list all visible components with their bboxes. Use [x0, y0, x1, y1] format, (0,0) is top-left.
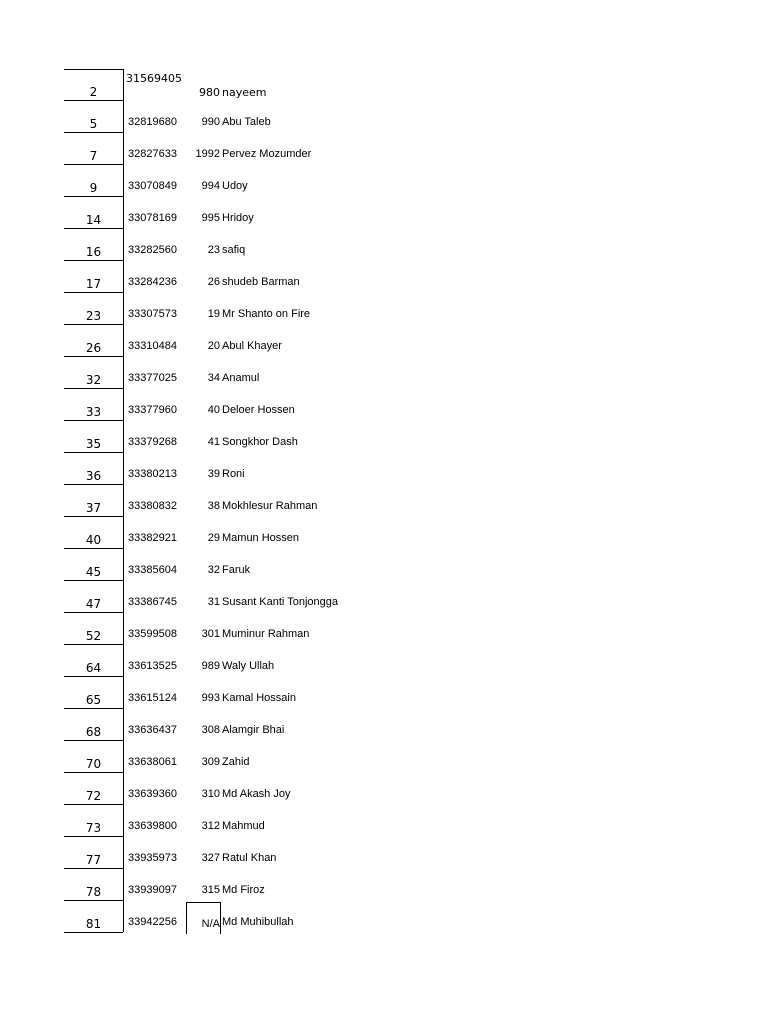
- number-cell: 19: [207, 308, 220, 320]
- id-code-cell: 33379268: [128, 436, 177, 448]
- number-cell: 31: [207, 596, 220, 608]
- id-code-cell: 33935973: [128, 852, 177, 864]
- number-cell: 38: [207, 500, 220, 512]
- table-row: [0, 838, 768, 870]
- row-index: 5: [64, 102, 123, 133]
- table-row: [0, 806, 768, 838]
- row-index: 77: [64, 838, 123, 869]
- id-code-cell: 33380213: [128, 468, 177, 480]
- row-index: 33: [64, 390, 123, 421]
- number-cell: 301: [201, 628, 220, 640]
- table-row: [0, 358, 768, 390]
- id-code-cell: 33385604: [128, 564, 177, 576]
- table-row: [0, 230, 768, 262]
- number-cell: 34: [207, 372, 220, 384]
- id-code-cell: 33307573: [128, 308, 177, 320]
- name-cell: Anamul: [222, 372, 260, 384]
- row-index: 47: [64, 582, 123, 613]
- number-cell: 29: [207, 532, 220, 544]
- number-cell: 1992: [195, 148, 220, 160]
- number-cell: 41: [207, 436, 220, 448]
- name-cell: Songkhor Dash: [222, 436, 298, 448]
- name-cell: Md Akash Joy: [222, 788, 291, 800]
- number-cell: 26: [207, 276, 220, 288]
- name-cell: Pervez Mozumder: [222, 148, 312, 160]
- row-index: 45: [64, 550, 123, 581]
- number-cell: N/A: [201, 918, 220, 930]
- table-row: [0, 198, 768, 230]
- row-index: 72: [64, 774, 123, 805]
- table-row: [0, 582, 768, 614]
- name-cell: nayeem: [222, 86, 267, 99]
- name-cell: Mr Shanto on Fire: [222, 308, 311, 320]
- name-cell: Muminur Rahman: [222, 628, 310, 640]
- id-code-cell: 33942256: [128, 916, 177, 928]
- row-index: 7: [64, 134, 123, 165]
- row-index: 78: [64, 870, 123, 901]
- row-index: 23: [64, 294, 123, 325]
- table-row: [0, 134, 768, 166]
- id-code-cell: 33639360: [128, 788, 177, 800]
- row-index: 40: [64, 518, 123, 549]
- table-row: [0, 294, 768, 326]
- table-row: [0, 646, 768, 678]
- table-row: [0, 262, 768, 294]
- number-cell: 995: [201, 212, 220, 224]
- id-code-cell: 33636437: [128, 724, 177, 736]
- name-cell: Waly Ullah: [222, 660, 275, 672]
- table-row: [0, 102, 768, 134]
- id-code-cell: 33638061: [128, 756, 177, 768]
- name-cell: Abu Taleb: [222, 116, 271, 128]
- table-row: [0, 486, 768, 518]
- row-index: 9: [64, 166, 123, 197]
- table-row: [0, 614, 768, 646]
- number-cell: 312: [201, 820, 220, 832]
- name-cell: Faruk: [222, 564, 251, 576]
- row-index: 65: [64, 678, 123, 709]
- number-cell: 308: [201, 724, 220, 736]
- name-cell: Md Firoz: [222, 884, 265, 896]
- number-cell: 20: [207, 340, 220, 352]
- table-row: [0, 742, 768, 774]
- id-code-cell: 33282560: [128, 244, 177, 256]
- number-cell: 993: [201, 692, 220, 704]
- id-code-cell: 33284236: [128, 276, 177, 288]
- table-row: [0, 518, 768, 550]
- table-row: [0, 454, 768, 486]
- name-cell: shudeb Barman: [222, 276, 300, 288]
- id-code-cell: 33615124: [128, 692, 177, 704]
- name-cell: Udoy: [222, 180, 248, 192]
- number-cell: 990: [201, 116, 220, 128]
- table-row: [0, 550, 768, 582]
- number-cell: 309: [201, 756, 220, 768]
- table-row: [0, 390, 768, 422]
- row-index: 35: [64, 422, 123, 453]
- row-index: 16: [64, 230, 123, 261]
- row-index: 36: [64, 454, 123, 485]
- id-code-cell: 32827633: [128, 148, 177, 160]
- row-index: 37: [64, 486, 123, 517]
- row-index: 26: [64, 326, 123, 357]
- name-cell: Ratul Khan: [222, 852, 277, 864]
- name-cell: Alamgir Bhai: [222, 724, 285, 736]
- number-cell: 310: [201, 788, 220, 800]
- number-cell: 39: [207, 468, 220, 480]
- table-row: [0, 326, 768, 358]
- row-index: 32: [64, 358, 123, 389]
- id-code-cell: 33310484: [128, 340, 177, 352]
- table-row: [0, 70, 768, 102]
- number-cell: 315: [201, 884, 220, 896]
- id-code-cell: 33639800: [128, 820, 177, 832]
- id-code-cell: 33377960: [128, 404, 177, 416]
- row-index: 2: [64, 70, 123, 101]
- id-code-cell: 31569405: [126, 72, 182, 85]
- number-cell: 980: [199, 86, 220, 99]
- row-index: 17: [64, 262, 123, 293]
- name-cell: Md Muhibullah: [222, 916, 294, 928]
- name-cell: Mamun Hossen: [222, 532, 300, 544]
- table-row: [0, 774, 768, 806]
- table-row: [0, 902, 768, 934]
- name-cell: Zahid: [222, 756, 250, 768]
- number-cell: 994: [201, 180, 220, 192]
- row-index: 70: [64, 742, 123, 773]
- name-cell: Mahmud: [222, 820, 265, 832]
- row-index: 64: [64, 646, 123, 677]
- name-cell: Susant Kanti Tonjongga: [222, 596, 338, 608]
- name-cell: Kamal Hossain: [222, 692, 296, 704]
- id-code-cell: 33939097: [128, 884, 177, 896]
- id-code-cell: 33382921: [128, 532, 177, 544]
- id-code-cell: 33599508: [128, 628, 177, 640]
- row-index: 68: [64, 710, 123, 741]
- table-row: [0, 422, 768, 454]
- id-code-cell: 33377025: [128, 372, 177, 384]
- table-row: [0, 710, 768, 742]
- table-row: [0, 166, 768, 198]
- number-cell: 23: [207, 244, 220, 256]
- id-code-cell: 33380832: [128, 500, 177, 512]
- name-cell: safiq: [222, 244, 246, 256]
- name-cell: Mokhlesur Rahman: [222, 500, 318, 512]
- name-cell: Abul Khayer: [222, 340, 282, 352]
- number-cell: 989: [201, 660, 220, 672]
- id-code-cell: 33386745: [128, 596, 177, 608]
- name-cell: Hridoy: [222, 212, 254, 224]
- id-code-cell: 33070849: [128, 180, 177, 192]
- row-index: 81: [64, 902, 123, 933]
- id-code-cell: 33078169: [128, 212, 177, 224]
- name-cell: Deloer Hossen: [222, 404, 295, 416]
- row-index: 14: [64, 198, 123, 229]
- id-code-cell: 33613525: [128, 660, 177, 672]
- row-index: 52: [64, 614, 123, 645]
- number-cell: 327: [201, 852, 220, 864]
- name-cell: Roni: [222, 468, 245, 480]
- table-row: [0, 678, 768, 710]
- table-row: [0, 870, 768, 902]
- number-cell: 32: [207, 564, 220, 576]
- id-code-cell: 32819680: [128, 116, 177, 128]
- row-index: 73: [64, 806, 123, 837]
- number-cell: 40: [207, 404, 220, 416]
